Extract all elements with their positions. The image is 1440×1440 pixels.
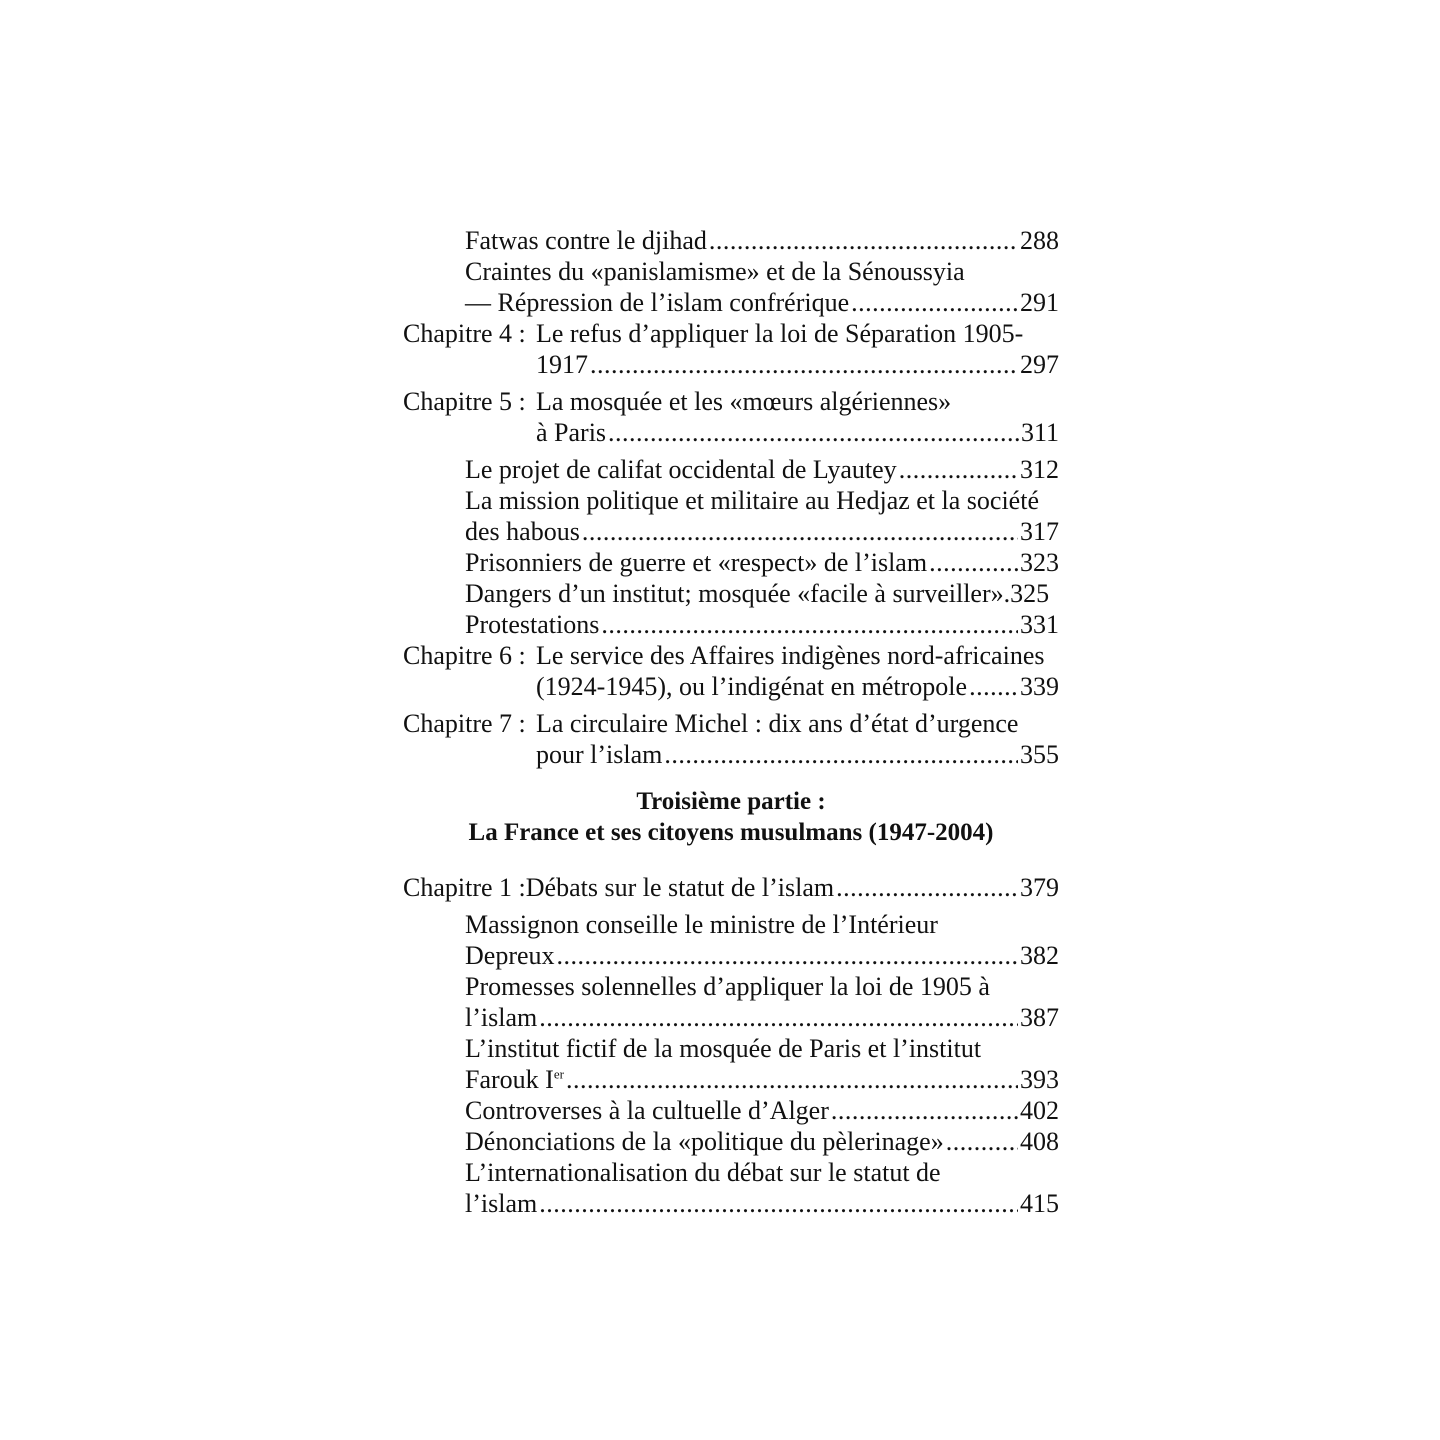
chapter-label: Chapitre 4 : <box>403 319 526 348</box>
entry-title-cont: l’islam <box>465 1003 538 1032</box>
part-title: Troisième partie : <box>636 788 826 815</box>
toc-entry-internationalisation-line1[interactable] <box>403 1157 1059 1188</box>
toc-entry-promesses-line1[interactable] <box>403 971 1059 1002</box>
entry-title: L’internationalisation du débat sur le statut de <box>465 1158 941 1187</box>
chapter-title-cont: à Paris <box>536 418 607 447</box>
leader-dots <box>557 940 1018 971</box>
toc-entry-promesses-line2[interactable] <box>403 1002 1059 1033</box>
entry-title: Protestations <box>465 610 600 639</box>
toc-entry-califat[interactable] <box>403 454 1059 485</box>
entry-title: L’institut fictif de la mosquée de Paris et l’institut <box>465 1034 982 1063</box>
page-number: 297 <box>1020 350 1059 379</box>
leader-dots <box>851 287 1018 318</box>
entry-title: Controverses à la cultuelle d’Alger <box>465 1096 829 1125</box>
chapter-title: Débats sur le statut de l’islam <box>525 873 835 902</box>
chapter-title: La mosquée et les «mœurs algériennes» <box>536 387 952 416</box>
toc-entry-massignon-line1[interactable] <box>403 909 1059 940</box>
leader-dots <box>831 1095 1018 1126</box>
entry-title-cont: Depreux <box>465 941 555 970</box>
toc-entry-denonciations[interactable] <box>403 1126 1059 1157</box>
leader-dots <box>590 349 1018 380</box>
leader-dots <box>969 671 1018 702</box>
toc-chapter-5-line1[interactable] <box>403 386 1059 417</box>
table-of-contents <box>403 225 1059 1219</box>
leader-dots <box>836 872 1018 903</box>
toc-entry-controverses[interactable] <box>403 1095 1059 1126</box>
page-number: 288 <box>1020 226 1059 255</box>
toc-entry-protestations[interactable] <box>403 609 1059 640</box>
entry-title-name: Farouk I <box>465 1065 554 1094</box>
leader-dots <box>582 516 1018 547</box>
toc-chapter-6-line2[interactable] <box>403 671 1059 702</box>
leader-dots <box>539 1002 1018 1033</box>
leader-dots <box>601 609 1018 640</box>
page-number: 402 <box>1020 1096 1059 1125</box>
leader-dots <box>899 454 1018 485</box>
leader-dots <box>566 1064 1018 1095</box>
entry-title-cont <box>465 1064 564 1095</box>
chapter-label: Chapitre 1 : <box>403 873 526 902</box>
chapter-title-cont: 1917 <box>536 350 588 379</box>
chapter-label: Chapitre 7 : <box>403 709 526 738</box>
entry-title: Fatwas contre le djihad <box>465 226 707 255</box>
toc-entry-internationalisation-line2[interactable] <box>403 1188 1059 1219</box>
toc-entry-fatwas[interactable] <box>403 225 1059 256</box>
entry-title: La mission politique et militaire au Hedjaz et la société <box>465 486 1039 515</box>
toc-entry-institut-line1[interactable] <box>403 1033 1059 1064</box>
leader-dots <box>709 225 1018 256</box>
page-number: 408 <box>1020 1127 1059 1156</box>
toc-entry-craintes-line2[interactable] <box>403 287 1059 318</box>
page-number: 291 <box>1020 288 1059 317</box>
chapter-title: La circulaire Michel : dix ans d’état d’urgence <box>536 709 1019 738</box>
chapter-title: Le service des Affaires indigènes nord-africaines <box>536 641 1045 670</box>
toc-entry-mission-line1[interactable] <box>403 485 1059 516</box>
page-number: 382 <box>1020 941 1059 970</box>
page-number: 312 <box>1020 455 1059 484</box>
leader-dots <box>929 547 1018 578</box>
page-number: 331 <box>1020 610 1059 639</box>
page-number: 325 <box>1010 579 1050 608</box>
entry-title: Massignon conseille le ministre de l’Intérieur <box>465 910 938 939</box>
part-heading <box>403 786 1059 848</box>
page-number: 393 <box>1020 1065 1059 1094</box>
ordinal-superscript: er <box>553 1066 564 1082</box>
entry-title: Craintes du «panislamisme» et de la Sénoussyia <box>465 257 965 286</box>
entry-title: Promesses solennelles d’appliquer la loi de 1905 à <box>465 972 990 1001</box>
toc-entry-massignon-line2[interactable] <box>403 940 1059 971</box>
toc-part3-chapter-1[interactable] <box>403 872 1059 903</box>
toc-chapter-4-line1[interactable] <box>403 318 1059 349</box>
toc-entry-prisonniers[interactable] <box>403 547 1059 578</box>
page-number: 311 <box>1020 418 1059 447</box>
toc-entry-mission-line2[interactable] <box>403 516 1059 547</box>
entry-title-cont: des habous <box>465 517 580 546</box>
toc-entry-dangers[interactable] <box>403 578 1059 609</box>
toc-chapter-4-line2[interactable] <box>403 349 1059 380</box>
chapter-title-cont: pour l’islam <box>536 740 663 769</box>
toc-chapter-7-line1[interactable] <box>403 708 1059 739</box>
entry-title: Prisonniers de guerre et «respect» de l’islam <box>465 548 928 577</box>
entry-title: Le projet de califat occidental de Lyautey <box>465 455 897 484</box>
entry-title-cont: l’islam <box>465 1189 538 1218</box>
page-number: 355 <box>1020 740 1059 769</box>
page-number: 387 <box>1020 1003 1059 1032</box>
page-number: 317 <box>1020 517 1059 546</box>
page-number: 379 <box>1020 873 1059 902</box>
chapter-title-cont: (1924-1945), ou l’indigénat en métropole <box>536 672 968 701</box>
chapter-label: Chapitre 5 : <box>403 387 526 416</box>
toc-chapter-7-line2[interactable] <box>403 739 1059 770</box>
leader-dots <box>608 417 1019 448</box>
chapter-title: Le refus d’appliquer la loi de Séparation 1905- <box>536 319 1024 348</box>
page-number: 415 <box>1020 1189 1059 1218</box>
toc-entry-craintes-line1[interactable] <box>403 256 1059 287</box>
page-number: 339 <box>1020 672 1059 701</box>
leader-dots <box>664 739 1018 770</box>
entry-title: Dénonciations de la «politique du pèlerinage» <box>465 1127 944 1156</box>
toc-chapter-5-line2[interactable] <box>403 417 1059 448</box>
toc-entry-institut-line2[interactable] <box>403 1064 1059 1095</box>
page-number: 323 <box>1020 548 1059 577</box>
leader-dots <box>539 1188 1018 1219</box>
toc-chapter-6-line1[interactable] <box>403 640 1059 671</box>
entry-title: Dangers d’un institut; mosquée «facile à surveiller». <box>465 579 1011 608</box>
leader-dots <box>946 1126 1018 1157</box>
entry-title-cont: — Répression de l’islam confrérique <box>465 288 850 317</box>
chapter-label: Chapitre 6 : <box>403 641 526 670</box>
part-subtitle: La France et ses citoyens musulmans (1947-2004) <box>468 819 994 846</box>
